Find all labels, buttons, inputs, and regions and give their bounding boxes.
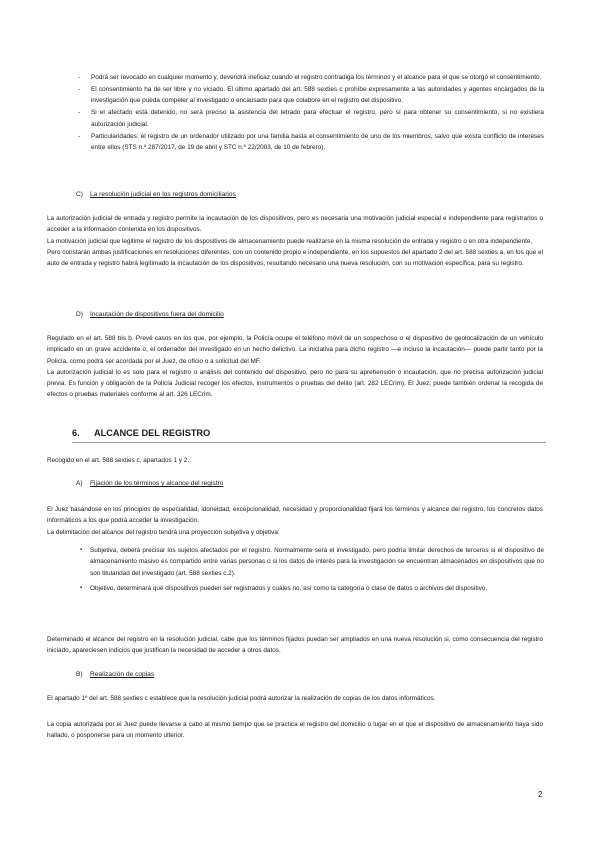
subsection-a-body xyxy=(47,504,543,538)
subsection-d-body xyxy=(47,333,543,401)
list-item: - Podrá ser revocado en cualquier momento y, devendrá ineficaz cuando el registro contradiga los términos y el alcance para el que se otorgó el consentimiento. xyxy=(78,74,542,81)
section-6-intro: Recogido en el art. 588 sexties c, apartados 1 y 2. xyxy=(47,457,190,464)
list-item: - Si el afectado está detenido, no será preciso la asistencia del letrado para efectuar el registro, pero sí para obtener su consentimiento, si no existiera autorización judicial. xyxy=(78,109,544,128)
scope-bullet-list xyxy=(80,545,544,598)
paragraph: El apartado 1º del art. 588 sexties c establece que la resolución judicial podrá autorizar la realización de copias de los datos informáticos. xyxy=(47,695,436,702)
paragraph: La motivación judicial que legitime el registro de los dispositivos de almacenamiento puede realizarse en la misma resolución de entrada y registro o en otra independiente. xyxy=(47,237,533,245)
subsection-c-body xyxy=(47,213,543,269)
subsection-d-heading: D) Incautación de dispositivos fuera del domicilio xyxy=(76,311,224,318)
section-6-heading: 6. ALCANCE DEL REGISTRO xyxy=(72,428,546,443)
paragraph: La delimitación del alcance del registro tendrá una proyección subjetiva y objetiva: xyxy=(47,528,280,536)
subsection-b-body-1 xyxy=(47,693,543,704)
paragraph: El Juez basándose en los principios de especialidad, idoneidad, excepcionalidad, necesidad y proporcionalidad fijará los términos y alcance del registro, los concretos datos informáticos a los que podrá acceder la investigación. xyxy=(47,506,543,525)
page-number: 2 xyxy=(538,790,543,799)
paragraph: Regulado en el art. 588 bis b. Prevé casos en los que, por ejemplo, la Policía ocupe el teléfono móvil de un sospechoso o el dispositivo de geolocalización de un vehículo implicado en un grave accidente o, el ordenador del investigado en un hecho delictivo. La iniciativa para dicho registro —e incluso la incautación— puede partir tanto por la Policía, como podrá ser acordada por el Juez, de oficio o a solicitud del MF. xyxy=(47,335,543,365)
paragraph: La autorización judicial lo es solo para el registro o análisis del contenido del dispositivo, pero no para su aprehensión o incautación, que no precisa autorización judicial previa. Es función y obligación de la Policía Judicial recoger los efectos, instrumentos o pruebas del delito (art. 282 LECrim). El Juez, puede también ordenar la recogida de efectos o pruebas materiales conforme al art. 326 LECrim. xyxy=(47,368,543,399)
subsection-b-heading: B) Realización de copias xyxy=(76,671,155,678)
subsection-a-heading: A) Fijación de los términos y alcance del registro xyxy=(76,480,224,487)
intro-dash-list xyxy=(78,72,544,154)
bullet-icon: ▪ xyxy=(80,584,83,591)
bullet-icon: ▪ xyxy=(80,547,83,553)
list-item: ▪ Subjetiva, deberá precisar los sujetos afectados por el registro. Normalmente será el investigado, pero podría limitar derechos de terceros si el dispositivo de almacenamiento masivo es compartido entre varias personas o si los datos de interés para la investigación se encuentran almacenados en dispositivos que no son titularidad del investigado (art. 588 sexties c.2). xyxy=(80,547,544,577)
subsection-c-heading: C) La resolución judicial en los registros domiciliarios xyxy=(76,191,236,198)
list-item: ▪ Objetivo, determinará qué dispositivos pueden ser registrados y cuáles no, así como la categoría o clase de datos o archivos del dispositivo. xyxy=(80,583,544,594)
subsection-a-closing: Determinado el alcance del registro en la resolución judicial, cabe que los términos fijados puedan ser ampliados en una nueva resolución si, como consecuencia del registro iniciado, apareciesen indicios que justifican la necesidad de acceder a otros datos. xyxy=(47,636,543,655)
list-item: - Particularidades: el registro de un ordenador utilizado por una familia basta el consentimiento de uno de los miembros, salvo que exista conflicto de intereses entre ellos (STS n.º 287/2017, de 19 de abril y STC n.º 22/2003, de 10 de febrero). xyxy=(78,132,544,152)
paragraph: La autorización judicial de entrada y registro permite la incautación de los dispositivos, pero es necesaria una motivación judicial especial e independiente para registrarlos o acceder a la información contenida en los dispositivos. xyxy=(47,215,543,234)
paragraph: La copia autorizada por el Juez puede llevarse a cabo al mismo tiempo que se practica el registro del domicilio o lugar en el que el dispositivo de almacenamiento haya sido hallado, o posponerse para un momento ulterior. xyxy=(47,721,543,740)
list-item: - El consentimiento ha de ser libre y no viciado. El último apartado del art. 588 sexties c prohíbe expresamente a las autoridades y agentes encargados de la investigación que pueda compeler al investigado o encausado para que colabore en el registro del dispositivo. xyxy=(78,86,544,105)
paragraph: Pero constarán ambas justificaciones en resoluciones diferentes, con un contenido propio e independiente, en los supuestos del apartado 2 del art. 588 sexties a, en los que el auto de entrada y registro habrá legitimado la incautación de los dispositivos, resultando necesario una nueva resolución, con su motivación específica, para su registro. xyxy=(47,248,543,268)
subsection-b-body-2 xyxy=(47,719,543,742)
